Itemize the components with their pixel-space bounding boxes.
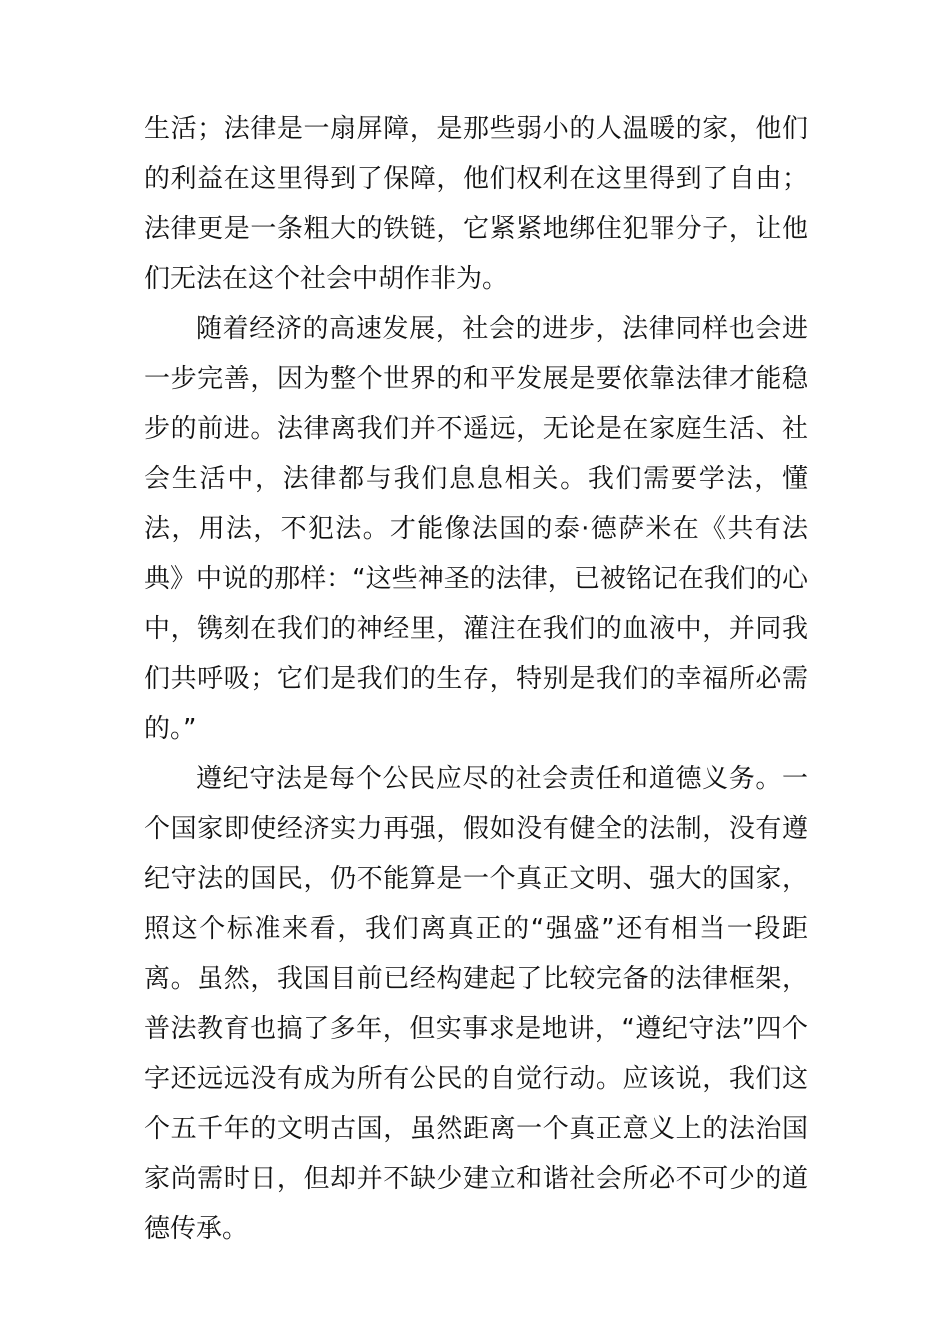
paragraph-civic-duty: 遵纪守法是每个公民应尽的社会责任和道德义务。一个国家即使经济实力再强，假如没有健全的法制，没有遵纪守法的国民，仍不能算是一个真正文明、强大的国家，照这个标准来看，我们离真正的“强盛”还有相当一段距离。虽然，我国目前已经构建起了比较完备的法律框架，普法教育也搞了多年，但实事求是地讲，“遵纪守法”四个字还远远没有成为所有公民的自觉行动。应该说，我们这个五千年的文明古国，虽然距离一个真正意义上的法治国家尚需时日，但却并不缺少建立和谐社会所必不可少的道德传承。 — [144, 764, 808, 1244]
document-body — [144, 104, 808, 1254]
paragraph-law-progress: 随着经济的高速发展，社会的进步，法律同样也会进一步完善，因为整个世界的和平发展是要依靠法律才能稳步的前进。法律离我们并不遥远，无论是在家庭生活、社会生活中，法律都与我们息息相关。我们需要学法，懂法，用法，不犯法。才能像法国的泰·德萨米在《共有法典》中说的那样：“这些神圣的法律，已被铭记在我们的心中，镌刻在我们的神经里，灌注在我们的血液中，并同我们共呼吸；它们是我们的生存，特别是我们的幸福所必需的。” — [144, 314, 808, 744]
paragraph-continued: 生活；法律是一扇屏障，是那些弱小的人温暖的家，他们的利益在这里得到了保障，他们权利在这里得到了自由；法律更是一条粗大的铁链，它紧紧地绑住犯罪分子，让他们无法在这个社会中胡作非为。 — [144, 114, 808, 294]
